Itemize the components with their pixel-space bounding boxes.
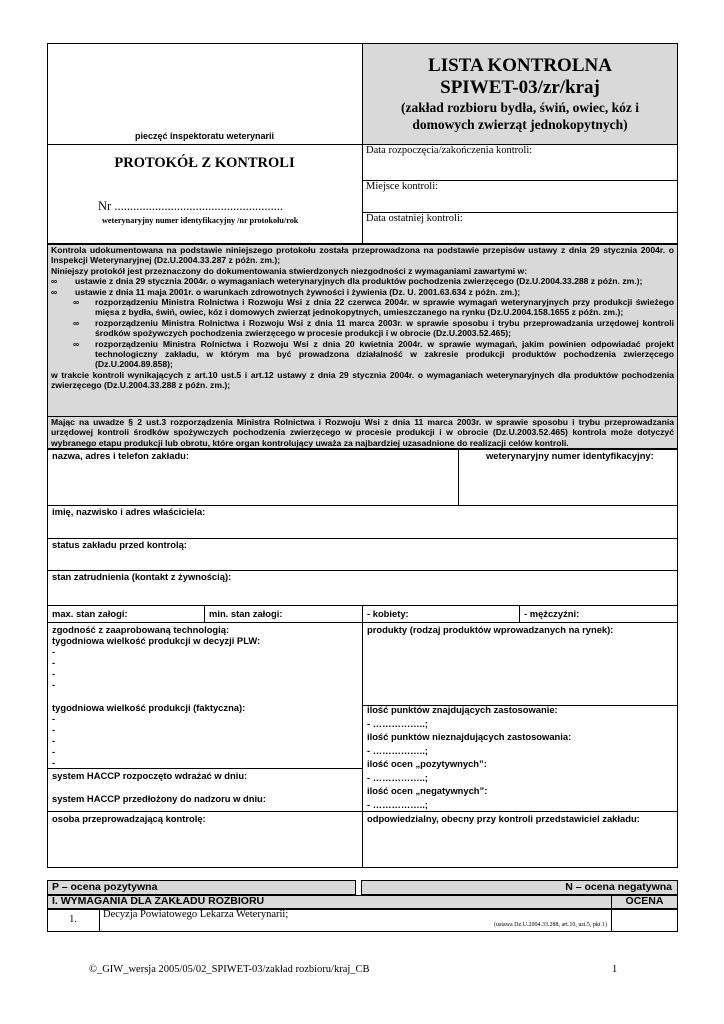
points-applicable-label: ilość punktów znajdujących zastosowanie: — [367, 704, 558, 715]
compliance-label: zgodność z zaaprobowaną technologią: — [52, 624, 230, 635]
legal-note: Mając na uwadze § 2 ust.3 rozporządzenia Ministra Rolnictwa i Rozwoju Wsi z dnia 11 marca 2003r. w sprawie sposobu i trybu przeprowadzania urzędowej kontroli środków spożywczych pochodzenia zwierzęcego w procesie produkcji i w obrocie (Dz.U.2003.52.465) kontrola może dotyczyć wybranego etapu produkcji lub obrotu, które organ kontrolujący uważa za najbardziej uzasadnione do realizacji celów kontroli. — [51, 417, 674, 448]
haccp-submitted-label[interactable]: system HACCP przedłożony do nadzoru w dniu: — [52, 793, 266, 804]
requirement-reference: (ustawa Dz.U.2004.33.288, art.10, ust.5, pkt 1) — [494, 922, 607, 928]
requirement-ocena-cell[interactable] — [612, 910, 677, 931]
dash-item: - — [52, 668, 56, 679]
protocol-title: PROTOKÓŁ Z KONTROLI — [114, 155, 295, 171]
points-applicable-value[interactable]: - ……………..; — [367, 717, 428, 729]
products-label[interactable]: produkty (rodzaj produktów wprowadzanych na rynek): — [367, 624, 614, 635]
footer-version: ©_GIW_wersja 2005/05/02_SPIWET-03/zakład rozbioru/kraj_CB — [89, 964, 370, 975]
protocol-number[interactable]: Nr ...................................................... — [98, 199, 284, 213]
women-label[interactable]: - kobiety: — [367, 608, 409, 619]
legal-subitem-1: ∞ rozporządzeniu Ministra Rolnictwa i Rozwoju Wsi z dnia 22 czerwca 2004r. w sprawie wymagań weterynaryjnych przy produkcji świeżego mięsa z bydła, świń, owiec, kóz i domowych zwierząt jednokopytnych, umieszczanego na rynku (Dz.U.2004.158.1655 z późn. zm.); — [73, 297, 674, 318]
checklist-title — [362, 55, 678, 99]
legal-closing: w trakcie kontroli wynikających z art.10 ust.5 i art.12 ustawy z dnia 29 stycznia 2004r. o wymaganiach weterynaryjnych dla produktów pochodzenia zwierzęcego (Dz.U.2004.33.288 z późn. zm.); — [51, 369, 674, 391]
infinity-bullet-icon: ∞ — [73, 338, 80, 349]
negative-legend-text: N – ocena negatywna — [565, 881, 672, 893]
owner-label[interactable]: imię, nazwisko i adres właściciela: — [52, 506, 206, 517]
dash-item: - — [52, 679, 56, 690]
protocol-number-caption: weterynaryjny numer identyfikacyjny /nr protokołu/rok — [102, 216, 299, 225]
weekly-actual-label: tygodniowa wielkość produkcji (faktyczna): — [52, 702, 246, 713]
weekly-declared-label: tygodniowa wielkość produkcji w decyzji PLW: — [52, 635, 261, 646]
dash-item: - — [52, 735, 56, 746]
place-label[interactable]: Miejsce kontroli: — [366, 181, 439, 192]
dash-item: - — [52, 746, 56, 757]
legal-subitem-2: ∞ rozporządzeniu Ministra Rolnictwa i Rozwoju Wsi z dnia 11 marca 2003r. w sprawie sposobu i trybu przeprowadzania urzędowej kontroli środków spożywczych pochodzenia zwierzęcego w procesie produkcji i w obrocie (Dz.U.2003.52.465); — [73, 317, 674, 339]
dash-item: - — [52, 646, 56, 657]
negative-count-label: ilość ocen „negatywnych”: — [367, 785, 488, 796]
min-staff-label[interactable]: min. stan załogi: — [209, 608, 283, 619]
positive-legend-text: P – ocena pozytywna — [52, 881, 158, 893]
legal-basis-text — [51, 245, 674, 391]
haccp-started-label[interactable]: system HACCP rozpoczęto wdrażać w dniu: — [52, 770, 248, 781]
representative-label[interactable]: odpowiedzialny, obecny przy kontroli przedstawiciel zakładu: — [367, 813, 640, 824]
dash-item: - — [52, 713, 56, 724]
status-label[interactable]: status zakładu przed kontrolą: — [52, 539, 187, 550]
section-title: I. WYMAGANIA DLA ZAKŁADU ROZBIORU — [52, 895, 265, 907]
legal-item-2: ∞ ustawie z dnia 11 maja 2001r. o warunkach zdrowotnych żywności i żywienia (Dz. U. 2001.63.634 z późn. zm.); — [51, 286, 521, 297]
legal-item-1: ∞ ustawie z dnia 29 stycznia 2004r. o wymaganiach weterynaryjnych dla produktów pochodzenia zwierzęcego (Dz.U.2004.33.288 z późn. zm.); — [51, 276, 643, 287]
max-staff-label[interactable]: max. stan załogi: — [52, 608, 128, 619]
positive-count-value[interactable]: - ……………..; — [367, 771, 428, 783]
requirement-number: 1. — [69, 914, 77, 925]
infinity-bullet-icon: ∞ — [73, 317, 80, 328]
legal-intro-2: Niniejszy protokół jest przeznaczony do dokumentowania stwierdzonych niezgodności z wymaganiami zawartymi w: — [51, 265, 528, 276]
checklist-subtitle: (zakład rozbioru bydła, świń, owiec, kóz i domowych zwierząt jednokopytnych) — [401, 100, 639, 132]
requirement-text: Decyzja Powiatowego Lekarza Weterynarii; — [103, 909, 289, 920]
positive-count-label: ilość ocen „pozytywnych”: — [367, 758, 487, 769]
weekly-actual-block[interactable] — [52, 702, 245, 768]
ocena-header: OCENA — [625, 895, 664, 907]
vet-id-label[interactable]: weterynaryjny numer identyfikacyjny: — [486, 450, 654, 461]
inspector-label[interactable]: osoba przeprowadzającą kontrolę: — [52, 813, 206, 824]
stamp-label: pieczęć inspektoratu weterynarii — [134, 131, 275, 141]
dash-item: - — [52, 724, 56, 735]
infinity-bullet-icon: ∞ — [51, 276, 58, 287]
title-line-2: SPIWET-03/zr/kraj — [440, 77, 600, 98]
points-not-applicable-label: ilość punktów nieznajdujących zastosowania: — [367, 731, 572, 742]
start-end-date-label[interactable]: Data rozpoczęcia/zakończenia kontroli: — [366, 145, 533, 156]
points-summary — [367, 703, 571, 811]
name-address-label[interactable]: nazwa, adres i telefon zakładu: — [52, 450, 190, 461]
dash-item: - — [52, 657, 56, 668]
legal-intro-1: Kontrola udokumentowana na podstawie niniejszego protokołu została przeprowadzona na podstawie przepisów ustawy z dnia 29 stycznia 2004r. o Inspekcji Weterynaryjnej (Dz.U.2004.33.287 z późn. zm.); — [51, 245, 674, 266]
title-line-1: LISTA KONTROLNA — [428, 55, 612, 76]
points-not-applicable-value[interactable]: - ……………..; — [367, 744, 428, 756]
legal-subitem-3: ∞ rozporządzeniu Ministra Rolnictwa i Rozwoju Wsi z dnia 20 kwietnia 2004r. w sprawie wymagań, jakim powinien odpowiadać projekt technologiczny zakładu, w którym ma być prowadzona działalność w zakresie produkcji produktów pochodzenia zwierzęcego (Dz.U.2004.89.858); — [73, 338, 674, 370]
compliance-block[interactable] — [52, 624, 260, 690]
infinity-bullet-icon: ∞ — [73, 297, 80, 308]
infinity-bullet-icon: ∞ — [51, 286, 58, 297]
footer-page-number: 1 — [612, 964, 618, 975]
last-control-date-label[interactable]: Data ostatniej kontroli: — [366, 213, 463, 224]
employment-label[interactable]: stan zatrudnienia (kontakt z żywnością): — [52, 571, 232, 582]
negative-count-value[interactable]: - ……………..; — [367, 798, 428, 810]
dash-item: - — [52, 757, 56, 768]
men-label[interactable]: - mężczyźni: — [524, 608, 580, 619]
